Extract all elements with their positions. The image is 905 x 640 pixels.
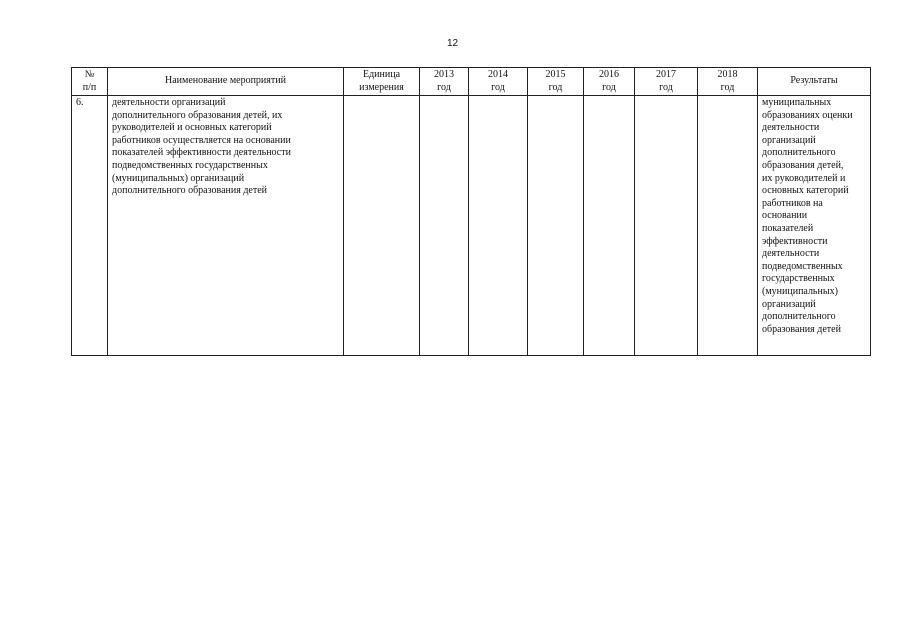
table-header-row [72, 68, 871, 96]
row-number: 6. [72, 96, 108, 356]
header-unit: Единица измерения [344, 68, 420, 96]
header-number: № п/п [72, 68, 108, 96]
row-value-2018 [698, 96, 758, 356]
row-unit [344, 96, 420, 356]
header-year-2015: 2015 год [528, 68, 584, 96]
header-year-2013: 2013 год [420, 68, 469, 96]
header-year-2014: 2014 год [469, 68, 528, 96]
row-value-2016 [584, 96, 635, 356]
row-value-2013 [420, 96, 469, 356]
row-value-2014 [469, 96, 528, 356]
header-activity-name: Наименование мероприятий [108, 68, 344, 96]
header-year-2016: 2016 год [584, 68, 635, 96]
header-year-2018: 2018 год [698, 68, 758, 96]
activities-table [71, 67, 871, 356]
row-results: муниципальных образованиях оценки деятельности организаций дополнительного образования детей, их руководителей и основных категорий работников на основании показателей эффективности деятельности подведомственных государственных (муниципальных) организаций дополнительного образования детей [758, 96, 871, 356]
header-results: Результаты [758, 68, 871, 96]
row-value-2017 [635, 96, 698, 356]
header-year-2017: 2017 год [635, 68, 698, 96]
table-row [72, 96, 871, 356]
row-activity: деятельности организаций дополнительного образования детей, их руководителей и основных категорий работников осуществляется на основании показателей эффективности деятельности подведомственных государственных (муниципальных) организаций дополнительного образования детей [108, 96, 344, 356]
row-value-2015 [528, 96, 584, 356]
page-number: 12 [446, 38, 459, 49]
